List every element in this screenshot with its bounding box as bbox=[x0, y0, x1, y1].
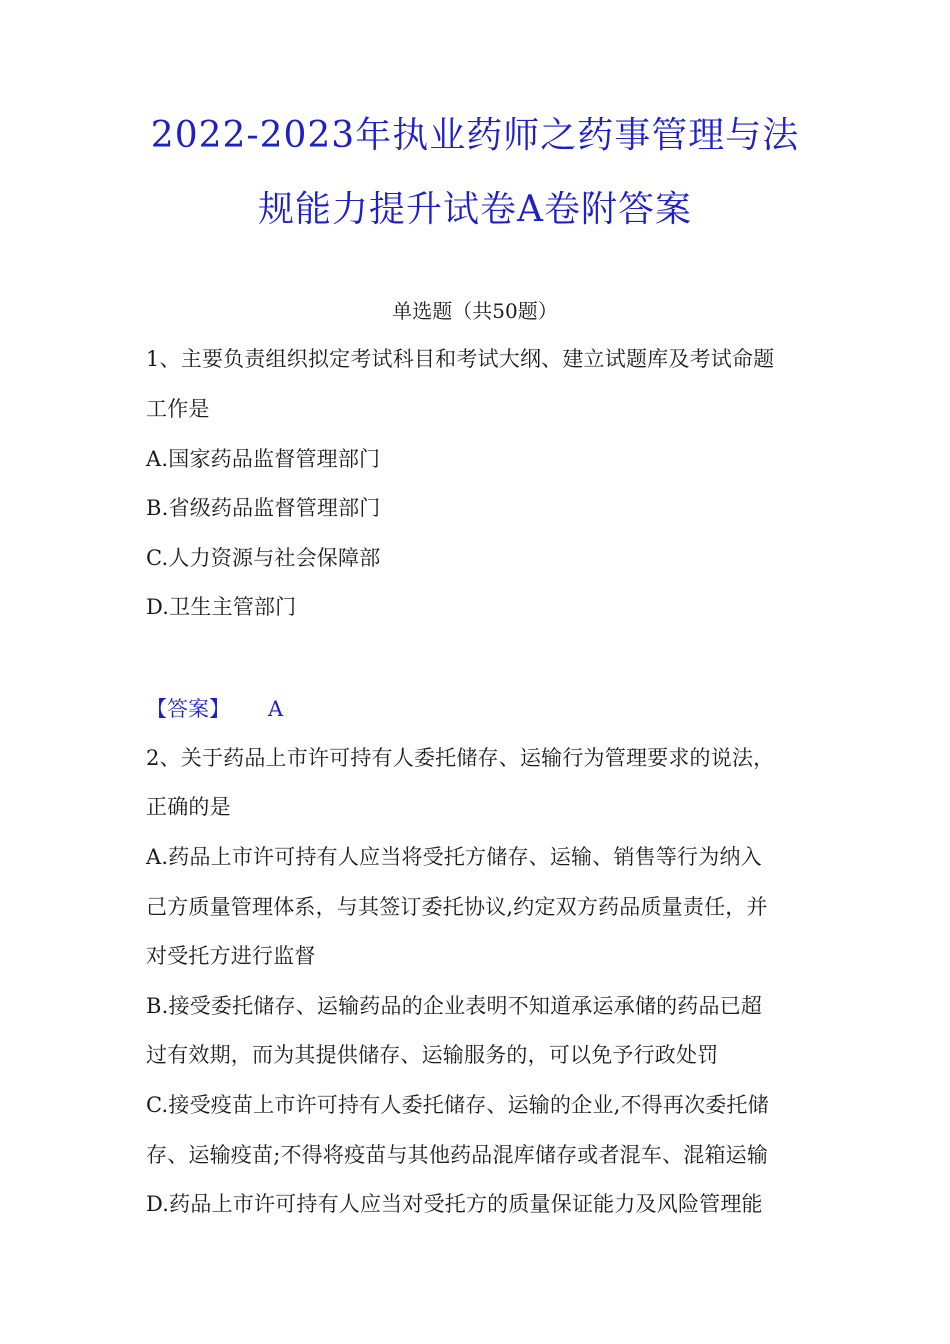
question-2-option-d-line-1: D.药品上市许可持有人应当对受托方的质量保证能力及风险管理能 bbox=[146, 1192, 763, 1216]
question-2-option-c-line-2: 存、运输疫苗;不得将疫苗与其他药品混库储存或者混车、混箱运输 bbox=[146, 1143, 769, 1167]
question-1-option-b: B.省级药品监督管理部门 bbox=[146, 496, 381, 520]
question-1-option-a: A.国家药品监督管理部门 bbox=[146, 447, 381, 471]
question-1-option-c: C.人力资源与社会保障部 bbox=[146, 546, 381, 570]
question-2-option-b-line-2: 过有效期，而为其提供储存、运输服务的，可以免予行政处罚 bbox=[146, 1043, 719, 1067]
question-1-option-d: D.卫生主管部门 bbox=[146, 595, 297, 619]
section-heading: 单选题（共50题） bbox=[392, 299, 558, 323]
document-title-line-1: 2022-2023年执业药师之药事管理与法 bbox=[150, 115, 800, 156]
answer-value: A bbox=[268, 697, 284, 721]
question-2-option-a-line-3: 对受托方进行监督 bbox=[146, 944, 316, 968]
answer-label: 【答案】 bbox=[146, 697, 230, 721]
question-2-option-b-line-1: B.接受委托储存、运输药品的企业表明不知道承运承储的药品已超 bbox=[146, 994, 763, 1018]
question-1-stem-line-1: 1、主要负责组织拟定考试科目和考试大纲、建立试题库及考试命题 bbox=[146, 347, 775, 371]
question-1-stem-line-2: 工作是 bbox=[146, 397, 210, 421]
question-2-option-c-line-1: C.接受疫苗上市许可持有人委托储存、运输的企业,不得再次委托储 bbox=[146, 1093, 769, 1117]
document-title-line-2: 规能力提升试卷A卷附答案 bbox=[258, 189, 692, 230]
question-2-stem-line-1: 2、关于药品上市许可持有人委托储存、运输行为管理要求的说法， bbox=[146, 746, 775, 770]
question-1-answer bbox=[146, 694, 283, 724]
question-2-option-a-line-2: 己方质量管理体系，与其签订委托协议,约定双方药品质量责任，并 bbox=[146, 895, 768, 919]
question-2-stem-line-2: 正确的是 bbox=[146, 795, 231, 819]
question-2-option-a-line-1: A.药品上市许可持有人应当将受托方储存、运输、销售等行为纳入 bbox=[146, 845, 762, 869]
